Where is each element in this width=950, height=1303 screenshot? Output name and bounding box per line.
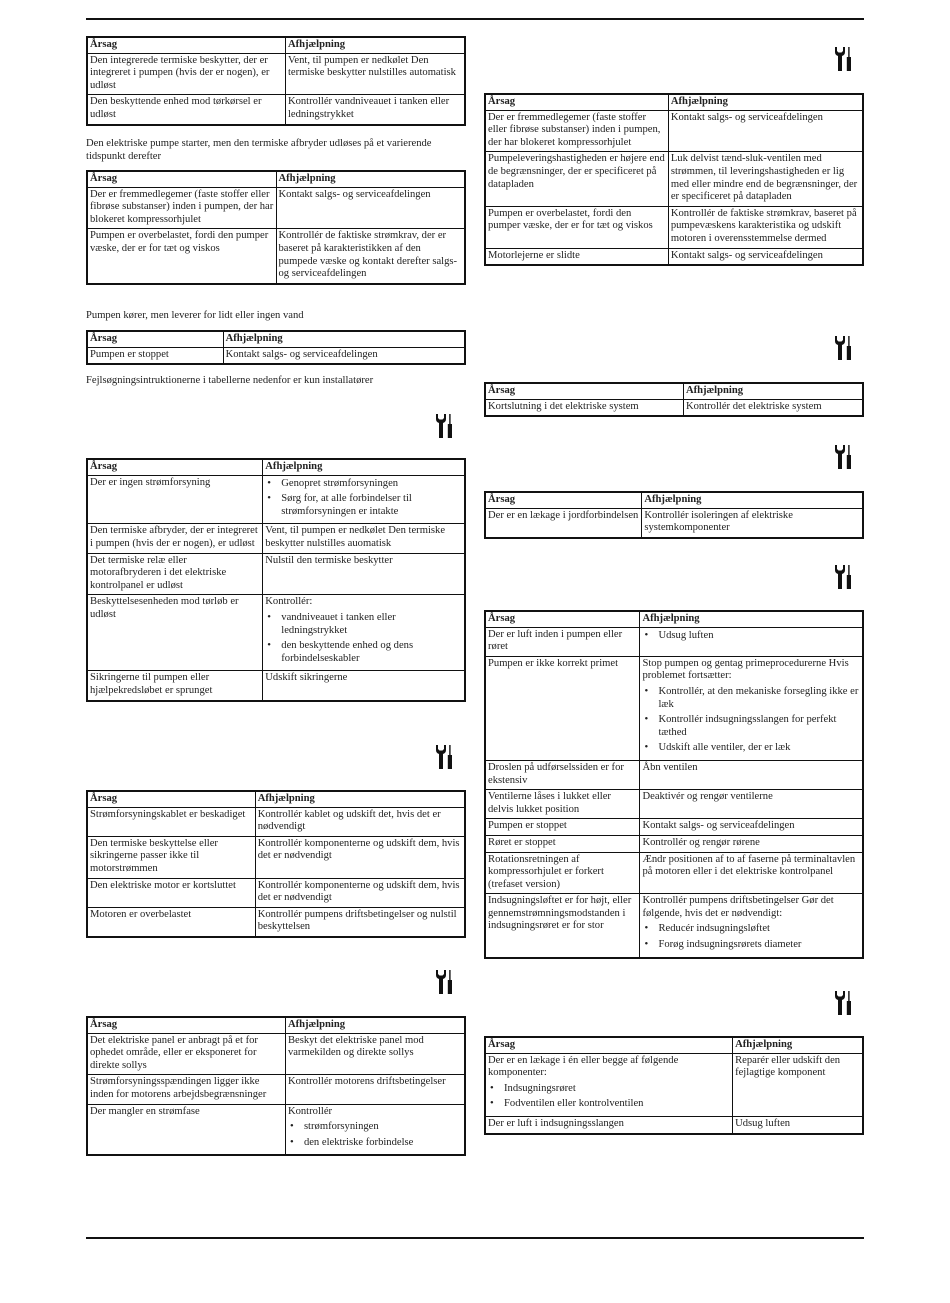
table-row [485,508,863,538]
bullet-list [288,1121,462,1149]
cause-cell [485,656,640,760]
remedy-cell [255,836,465,878]
tools-icon [833,444,853,470]
table-row [485,1116,863,1133]
cause-cell [485,852,640,894]
cause-cell [485,206,668,248]
table-row [485,790,863,819]
cause-cell [87,95,285,125]
cause-cell [485,110,668,152]
column-header-remedy: Afhjælpning [285,37,465,53]
remedy-cell-text: Kontrollér: [265,596,313,608]
remedy-cell [263,671,465,701]
bullet-list [642,686,860,755]
cause-cell [87,553,263,595]
cause-cell-text: Røret er stoppet [488,836,556,848]
cause-cell-text: Der er luft inden i pumpen eller røret [488,628,623,653]
table-row [485,852,863,894]
cause-cell [485,760,640,789]
column-header-remedy: Afhjælpning [683,383,863,399]
remedy-cell-text: Kontrollér pumpens driftsbetingelser Gør det følgende, hvis det er nødvendigt: [642,895,834,919]
column-header-remedy: Afhjælpning [276,171,465,187]
cause-cell [485,790,640,819]
table-row [87,53,465,95]
cause-cell-text: Den termiske beskyttelse eller sikringerne passer ikke til motorstrømmen [90,837,218,874]
remedy-cell [683,399,863,416]
cause-cell [87,1075,285,1104]
cause-cell-text: Den elektriske motor er kortsluttet [90,879,236,891]
column-header-cause: Årsag [485,492,642,508]
table-row [87,347,465,364]
cause-cell [87,907,255,937]
column-header-cause: Årsag [485,383,683,399]
cause-cell [485,894,640,958]
remedy-cell [285,1104,465,1155]
cause-cell [87,878,255,907]
section-heading: Pumpen kører, men leverer for lidt eller ingen vand [86,310,304,321]
remedy-cell [640,627,863,656]
remedy-cell [640,852,863,894]
cause-cell-text: Motoren er overbelastet [90,908,192,920]
cause-cell-text: Det elektriske panel er anbragt på et for ophedet område, eller er eksponeret for direkte sollys [90,1034,258,1071]
cause-cell-text: Motorlejerne er slidte [488,249,580,261]
table-row [485,110,863,152]
remedy-cell-text: Reparér eller udskift den fejlagtige komponent [735,1054,841,1079]
remedy-cell-text: Kontrollér og rengør rørene [642,836,760,848]
remedy-cell [276,229,465,284]
remedy-cell-text: Kontrollér de faktiske strømkrav, der er baseret på karakteristikken af den pumpede væske og kontakt derefter salgs- og serviceafdelingen [278,230,458,280]
table-header-row [485,1037,863,1053]
column-header-cause: Årsag [87,459,263,475]
cause-cell-text: Den integrerede termiske beskytter, der er integreret i pumpen (hvis der er nogen), er udløst [90,54,270,91]
column-header-cause: Årsag [485,1037,733,1053]
table-row [485,627,863,656]
cause-cell-text: Pumpen er overbelastet, fordi den pumper væske, der er for tæt og viskos [90,230,269,254]
table-header-row [87,331,465,347]
table-row [87,229,465,284]
troubleshoot-table [86,458,466,702]
cause-cell [87,229,276,284]
column-header-cause: Årsag [485,94,668,110]
table-row [87,1104,465,1155]
cause-cell-text: Det termiske relæ eller motorafbryderen i det elektriske kontrolpanel er udløst [90,554,227,591]
table-header-row [87,171,465,187]
cause-cell-text: Indsugningsløftet er for højt, eller gennemstrømningsmodstanden i indsugningsrøret er for stor [488,895,632,932]
cause-cell-text: Der er en lækage i jordforbindelsen [488,509,639,521]
remedy-cell [285,95,465,125]
column-header-remedy: Afhjælpning [640,611,863,627]
remedy-cell-text: Ændr positionen af to af faserne på terminaltavlen på motoren eller i det elektriske kontrolpanel [642,853,856,878]
cause-cell-text: Der er en lækage i én eller begge af følgende komponenter: [488,1054,679,1079]
cause-cell-text: Der er ingen strømforsyning [90,476,211,488]
tools-icon [434,969,454,995]
remedy-cell [276,187,465,229]
table-row [87,807,465,836]
table-row [485,760,863,789]
remedy-cell-text: Kontrollér pumpens driftsbetingelser og nulstil beskyttelsen [257,908,457,933]
cause-cell [87,595,263,671]
remedy-cell-text: Kontrollér de faktiske strømkrav, baseret på pumpevæskens karakteristika og udskift motoren i overensstemmelse dermed [670,207,857,244]
bullet-item: • Udsug luften [642,630,860,643]
tools-icon [833,564,853,590]
cause-cell [485,835,640,852]
table-row [87,187,465,229]
remedy-cell [285,1075,465,1104]
cause-cell-text: Der er fremmedlegemer (faste stoffer eller fibrøse substanser) inden i pumpen, der har blokeret kompressorhjulet [90,188,274,225]
remedy-cell-text: Stop pumpen og gentag primeprocedurerne Hvis problemet fortsætter: [642,657,849,682]
table-row [87,595,465,671]
remedy-cell [640,819,863,836]
troubleshoot-table [484,1036,864,1135]
cause-cell-text: Sikringerne til pumpen eller hjælpekredsløbet er sprunget [90,672,213,696]
column-header-remedy: Afhjælpning [733,1037,863,1053]
remedy-cell [640,760,863,789]
cause-cell-text: Pumpen er stoppet [488,820,567,832]
bullet-item: • Udskift alle ventiler, der er læk [642,742,860,755]
column-header-remedy: Afhjælpning [223,331,465,347]
remedy-cell [263,553,465,595]
cause-cell-text: Rotationsretningen af kompressorhjulet er forkert (trefaset version) [488,853,604,890]
table-row [87,1075,465,1104]
cause-cell-text: Ventilerne låses i lukket eller delvis lukket position [488,791,611,815]
remedy-cell [223,347,465,364]
remedy-cell-text: Kontrollér kablet og udskift det, hvis det er nødvendigt [257,808,441,833]
table-header-row [485,94,863,110]
table-row [485,1053,863,1116]
cause-cell-text: Pumpen er overbelastet, fordi den pumper væske, der er for tæt og viskos [488,207,653,232]
remedy-cell-text: Kontrollér det elektriske system [685,400,822,412]
bullet-item: • strømforsyningen [288,1121,462,1134]
remedy-cell [640,790,863,819]
column-header-remedy: Afhjælpning [263,459,465,475]
column-header-cause: Årsag [87,171,276,187]
cause-cell-text: Strømforsyningskablet er beskadiget [90,808,246,820]
remedy-cell [263,475,465,524]
bullet-list [642,630,860,643]
remedy-cell [668,152,863,206]
remedy-cell [640,894,863,958]
cause-cell-text: Pumpen er stoppet [90,348,169,360]
cause-cell-text: Den beskyttende enhed mod tørkørsel er udløst [90,96,262,120]
tools-icon [833,990,853,1016]
bullet-item: • Genopret strømforsyningen [265,478,462,491]
bullet-list [265,612,462,665]
cause-cell [87,836,255,878]
cause-cell-text: Kortslutning i det elektriske system [488,400,639,412]
cause-cell-text: Den termiske afbryder, der er integreret i pumpen (hvis der er nogen), er udløst [90,525,258,549]
troubleshoot-table [86,170,466,285]
table-header-row [485,383,863,399]
bullet-item: • Indsugningsrøret [488,1083,730,1096]
remedy-cell-text: Kontrollér isoleringen af elektriske systemkomponenter [644,509,793,534]
troubleshoot-table [484,382,864,417]
cause-cell [485,248,668,265]
column-header-cause: Årsag [485,611,640,627]
table-row [485,835,863,852]
bottom-rule [86,1237,864,1239]
column-header-remedy: Afhjælpning [642,492,863,508]
tools-icon [833,335,853,361]
remedy-cell [733,1053,863,1116]
table-row [485,819,863,836]
cause-cell [485,1053,733,1116]
table-header-row [87,1017,465,1033]
cause-cell [87,807,255,836]
bullet-list [265,478,462,519]
cause-cell-text: Pumpeleveringshastigheden er højere end de begrænsninger, der er specificeret på datapladen [488,153,665,190]
column-header-cause: Årsag [87,1017,285,1033]
remedy-cell [263,524,465,553]
bullet-item: • Kontrollér indsugningsslangen for perfekt tæthed [642,714,860,739]
column-header-cause: Årsag [87,331,223,347]
cause-cell [485,627,640,656]
cause-cell [485,399,683,416]
table-row [87,878,465,907]
table-row [485,206,863,248]
remedy-cell [255,907,465,937]
troubleshoot-table [484,93,864,266]
table-row [485,152,863,206]
remedy-cell-text: Kontakt salgs- og serviceafdelingen [642,820,795,832]
table-row [87,553,465,595]
bullet-item: • den elektriske forbindelse [288,1137,462,1150]
table-row [485,894,863,958]
troubleshoot-table [484,491,864,539]
remedy-cell-text: Åbn ventilen [642,761,698,773]
troubleshoot-table [86,1016,466,1156]
section-heading: Den elektriske pumpe starter, men den termiske afbryder udløses på et varierende tidspunkt derefter [86,138,432,162]
cause-cell [485,819,640,836]
column-header-cause: Årsag [87,37,285,53]
remedy-cell [263,595,465,671]
bullet-list [642,923,860,951]
remedy-cell-text: Vent, til pumpen er nedkølet Den termiske beskytter nulstilles auomatisk [265,525,446,549]
table-row [87,671,465,701]
remedy-cell [668,206,863,248]
remedy-cell-text: Kontrollér [287,1105,333,1117]
table-row [87,1033,465,1075]
cause-cell [485,508,642,538]
cause-cell [87,347,223,364]
bullet-item: • Reducér indsugningsløftet [642,923,860,936]
remedy-cell-text: Udsug luften [735,1117,791,1129]
cause-cell [87,524,263,553]
remedy-cell-text: Kontakt salgs- og serviceafdelingen [670,249,823,261]
table-row [485,656,863,760]
remedy-cell-text: Kontakt salgs- og serviceafdelingen [225,348,378,360]
remedy-cell-text: Kontrollér komponenterne og udskift dem, hvis det er nødvendigt [257,837,460,862]
table-row [87,475,465,524]
column-header-remedy: Afhjælpning [255,791,465,807]
troubleshoot-table [86,36,466,126]
cause-cell-text: Strømforsyningsspændingen ligger ikke inden for motorens arbejdsbegrænsninger [90,1076,267,1100]
cause-cell-text: Beskyttelsesenheden mod tørløb er udløst [90,596,239,620]
remedy-cell-text: Kontrollér komponenterne og udskift dem, hvis det er nødvendigt [257,879,460,904]
table-row [87,907,465,937]
column-header-remedy: Afhjælpning [668,94,863,110]
remedy-cell [733,1116,863,1133]
remedy-cell-text: Luk delvist tænd-sluk-ventilen med strømmen, til leveringshastigheden er lig med eller mindre end de begrænsninger, der er specificeret på datapladen [670,153,858,203]
troubleshoot-table [484,610,864,959]
table-row [87,836,465,878]
table-row [87,95,465,125]
remedy-cell-text: Vent, til pumpen er nedkølet Den termiske beskytter nulstilles automatisk [287,54,456,79]
bullet-list [488,1083,730,1111]
remedy-cell [640,835,863,852]
troubleshoot-table [86,790,466,938]
remedy-cell [285,1033,465,1075]
column-header-cause: Årsag [87,791,255,807]
tools-icon [434,744,454,770]
cause-cell [87,475,263,524]
cause-cell [87,1033,285,1075]
remedy-cell [255,807,465,836]
bullet-item: • Fodventilen eller kontrolventilen [488,1098,730,1111]
bullet-item: • Kontrollér, at den mekaniske forsegling ikke er læk [642,686,860,711]
cause-cell-text: Der er luft i indsugningsslangen [488,1117,624,1129]
cause-cell-text: Der mangler en strømfase [90,1105,200,1117]
remedy-cell-text: Nulstil den termiske beskytter [265,554,393,566]
bullet-item: • den beskyttende enhed og dens forbindelseskabler [265,640,462,665]
cause-cell-text: Droslen på udførselssiden er for ekstensiv [488,761,624,786]
remedy-cell [668,110,863,152]
remedy-cell-text: Beskyt det elektriske panel mod varmekilden og direkte sollys [287,1034,424,1059]
bullet-item: • Forøg indsugningsrørets diameter [642,939,860,952]
table-header-row [485,492,863,508]
section-note: Fejlsøgningsintruktionerne i tabellerne nedenfor er kun installatører [86,375,374,386]
remedy-cell-text: Kontrollér motorens driftsbetingelser [287,1076,446,1088]
remedy-cell [285,53,465,95]
top-rule [86,18,864,20]
table-row [87,524,465,553]
bullet-item: • Sørg for, at alle forbindelser til strømforsyningen er intakte [265,493,462,518]
remedy-cell-text: Kontakt salgs- og serviceafdelingen [670,111,823,123]
cause-cell [87,187,276,229]
cause-cell [87,53,285,95]
remedy-cell-text: Kontrollér vandniveauet i tanken eller ledningstrykket [287,96,450,120]
cause-cell [485,152,668,206]
table-header-row [87,791,465,807]
cause-cell-text: Pumpen er ikke korrekt primet [488,657,619,669]
cause-cell [87,671,263,701]
table-header-row [87,37,465,53]
remedy-cell [640,656,863,760]
cause-cell [87,1104,285,1155]
remedy-cell-text: Udskift sikringerne [265,672,348,684]
troubleshoot-table [86,330,466,365]
remedy-cell-text: Deaktivér og rengør ventilerne [642,791,773,803]
column-header-remedy: Afhjælpning [285,1017,465,1033]
table-header-row [485,611,863,627]
remedy-cell-text: Kontakt salgs- og serviceafdelingen [278,188,431,200]
cause-cell-text: Der er fremmedlegemer (faste stoffer eller fibrøse substanser) inden i pumpen, der har blokeret kompressorhjulet [488,111,661,148]
cause-cell [485,1116,733,1133]
table-row [485,399,863,416]
tools-icon [833,46,853,72]
bullet-item: • vandniveauet i tanken eller ledningstrykket [265,612,462,637]
table-row [485,248,863,265]
tools-icon [434,413,454,439]
table-header-row [87,459,465,475]
remedy-cell [668,248,863,265]
remedy-cell [642,508,863,538]
remedy-cell [255,878,465,907]
